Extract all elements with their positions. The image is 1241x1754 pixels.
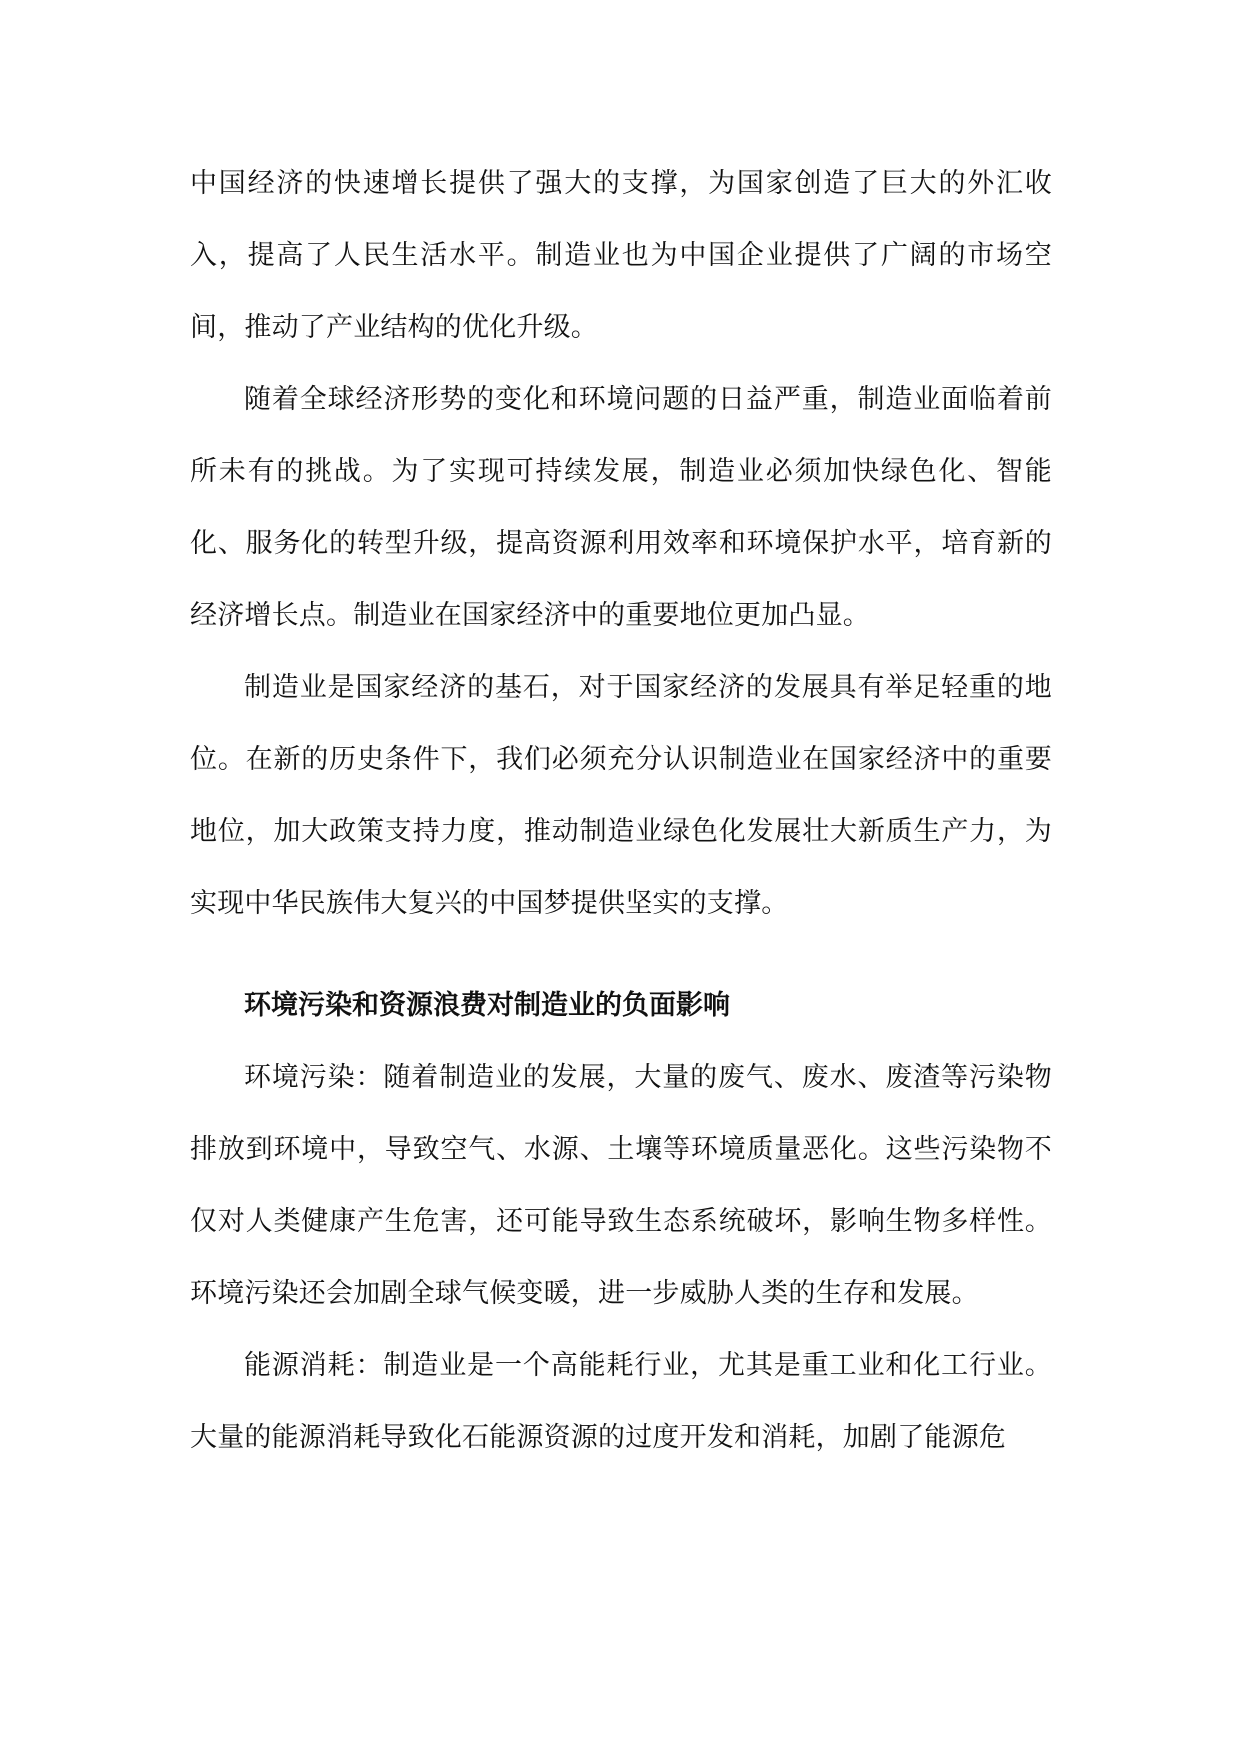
body-paragraph: 随着全球经济形势的变化和环境问题的日益严重，制造业面临着前所未有的挑战。为了实现可持续发展，制造业必须加快绿色化、智能化、服务化的转型升级，提高资源利用效率和环境保护水平，培育新的经济增长点。制造业在国家经济中的重要地位更加凸显。 [190,384,1052,631]
body-paragraph: 制造业是国家经济的基石，对于国家经济的发展具有举足轻重的地位。在新的历史条件下，我们必须充分认识制造业在国家经济中的重要地位，加大政策支持力度，推动制造业绿色化发展壮大新质生产力，为实现中华民族伟大复兴的中国梦提供坚实的支撑。 [190,672,1052,919]
document-page [190,148,1052,1474]
body-paragraph: 中国经济的快速增长提供了强大的支撑，为国家创造了巨大的外汇收入，提高了人民生活水平。制造业也为中国企业提供了广阔的市场空间，推动了产业结构的优化升级。 [190,168,1052,343]
section-heading: 环境污染和资源浪费对制造业的负面影响 [244,990,730,1021]
body-paragraph: 环境污染：随着制造业的发展，大量的废气、废水、废渣等污染物排放到环境中，导致空气、水源、土壤等环境质量恶化。这些污染物不仅对人类健康产生危害，还可能导致生态系统破坏，影响生物多样性。环境污染还会加剧全球气候变暖，进一步威胁人类的生存和发展。 [190,1062,1052,1309]
body-paragraph: 能源消耗：制造业是一个高能耗行业，尤其是重工业和化工行业。大量的能源消耗导致化石能源资源的过度开发和消耗，加剧了能源危 [190,1350,1052,1453]
